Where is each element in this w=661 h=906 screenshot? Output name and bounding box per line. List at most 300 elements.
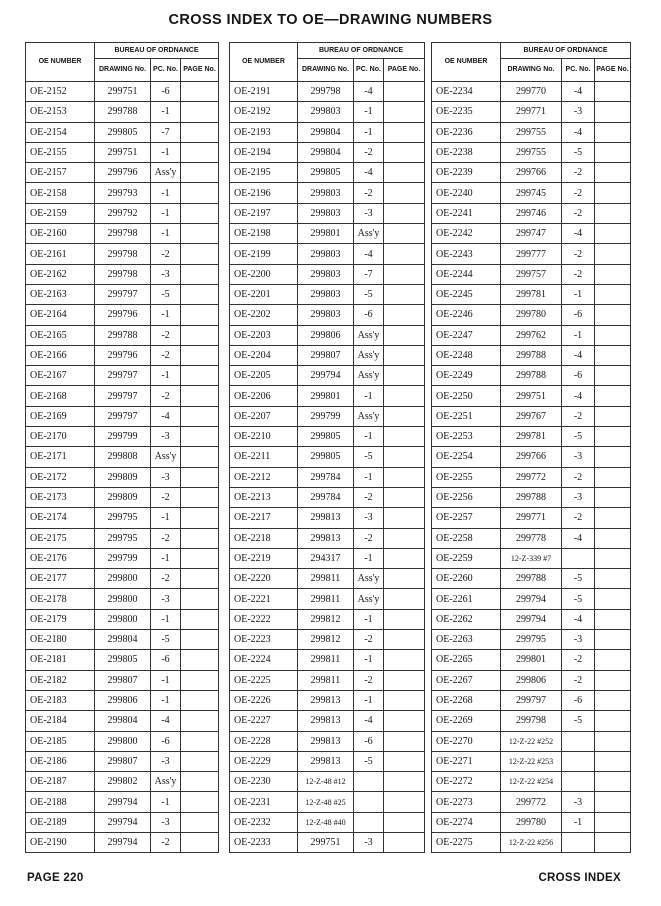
oe-number-cell: OE-2154: [26, 122, 95, 142]
page-number-cell: [595, 670, 631, 690]
oe-number-cell: OE-2220: [230, 569, 298, 589]
table-row: [432, 508, 631, 528]
table-row: [26, 792, 219, 812]
page-number-cell: [595, 122, 631, 142]
table-row: [432, 630, 631, 650]
table-row: [432, 670, 631, 690]
piece-number-cell: -5: [562, 142, 595, 162]
page-number-cell: [595, 609, 631, 629]
page-number-cell: [384, 163, 425, 183]
piece-number-cell: -6: [151, 650, 181, 670]
drawing-number-cell: 299805: [298, 427, 354, 447]
page-number-cell: [181, 508, 219, 528]
page-number-cell: [384, 751, 425, 771]
page-number-cell: [181, 406, 219, 426]
table-row: [230, 427, 425, 447]
table-row: [26, 305, 219, 325]
table-body: [230, 82, 425, 853]
piece-number-cell: -2: [562, 406, 595, 426]
page-number-cell: [384, 305, 425, 325]
drawing-number-cell: 299807: [298, 345, 354, 365]
drawing-number-cell: 299800: [95, 589, 151, 609]
drawing-number-cell: 299794: [95, 832, 151, 852]
page-number-cell: [384, 812, 425, 832]
piece-number-cell: -6: [562, 366, 595, 386]
piece-number-cell: -6: [562, 305, 595, 325]
table-row: [432, 305, 631, 325]
piece-number-cell: -1: [151, 609, 181, 629]
page-number-cell: [181, 731, 219, 751]
table-row: [26, 772, 219, 792]
oe-number-cell: OE-2263: [432, 630, 501, 650]
piece-number-cell: -2: [562, 650, 595, 670]
drawing-number-cell: 299807: [95, 670, 151, 690]
page-number-cell: [384, 345, 425, 365]
drawing-number-cell: 299745: [501, 183, 562, 203]
pc-header: PC. No.: [562, 59, 595, 82]
page-number-cell: [384, 284, 425, 304]
drawing-number-cell: 299807: [95, 751, 151, 771]
piece-number-cell: -3: [562, 102, 595, 122]
page-number-cell: [181, 630, 219, 650]
piece-number-cell: -2: [562, 264, 595, 284]
oe-number-cell: OE-2190: [26, 832, 95, 852]
oe-number-cell: OE-2231: [230, 792, 298, 812]
oe-number-cell: OE-2234: [432, 82, 501, 102]
drawing-number-cell: 299800: [95, 731, 151, 751]
oe-number-cell: OE-2166: [26, 345, 95, 365]
piece-number-cell: -1: [354, 467, 384, 487]
page-number-cell: [384, 548, 425, 568]
page-number-cell: [384, 203, 425, 223]
page-number-cell: [384, 690, 425, 710]
piece-number-cell: -2: [562, 163, 595, 183]
piece-number-cell: -2: [354, 630, 384, 650]
piece-number-cell: Ass'y: [151, 163, 181, 183]
oe-number-cell: OE-2196: [230, 183, 298, 203]
table-row: [432, 609, 631, 629]
table-body: [432, 82, 631, 853]
table-row: [230, 528, 425, 548]
page-number-cell: [181, 589, 219, 609]
page-number-cell: [595, 650, 631, 670]
piece-number-cell: -2: [354, 487, 384, 507]
page-number-cell: [595, 772, 631, 792]
piece-number-cell: -3: [562, 630, 595, 650]
piece-number-cell: -2: [354, 142, 384, 162]
piece-number-cell: -1: [354, 386, 384, 406]
drawing-number-cell: 299796: [95, 305, 151, 325]
piece-number-cell: -2: [151, 345, 181, 365]
page-number-cell: [181, 792, 219, 812]
table-row: [230, 447, 425, 467]
oe-number-cell: OE-2217: [230, 508, 298, 528]
piece-number-cell: -4: [562, 609, 595, 629]
page-number-cell: [384, 589, 425, 609]
oe-number-cell: OE-2268: [432, 690, 501, 710]
cross-index-table-1: [25, 42, 219, 853]
table-row: [432, 690, 631, 710]
oe-number-cell: OE-2155: [26, 142, 95, 162]
table-row: [26, 670, 219, 690]
page-number-cell: [384, 650, 425, 670]
drawing-number-cell: 299809: [95, 467, 151, 487]
page-header: PAGE No.: [181, 59, 219, 82]
table-row: [432, 528, 631, 548]
page-number-cell: [595, 812, 631, 832]
page-number-cell: [384, 508, 425, 528]
oe-number-cell: OE-2265: [432, 650, 501, 670]
page-number-cell: [181, 772, 219, 792]
page-number-cell: [181, 569, 219, 589]
oe-number-cell: OE-2226: [230, 690, 298, 710]
table-row: [230, 244, 425, 264]
drawing-number-cell: 299766: [501, 163, 562, 183]
drawing-number-cell: 299808: [95, 447, 151, 467]
page-header: PAGE No.: [384, 59, 425, 82]
table-row: [432, 711, 631, 731]
table-row: [230, 548, 425, 568]
page-number-cell: [595, 366, 631, 386]
oe-number-cell: OE-2153: [26, 102, 95, 122]
page-number-cell: [595, 508, 631, 528]
page-number-cell: [384, 427, 425, 447]
piece-number-cell: -6: [151, 731, 181, 751]
oe-number-cell: OE-2258: [432, 528, 501, 548]
drawing-number-cell: 299777: [501, 244, 562, 264]
drawing-number-cell: 299813: [298, 690, 354, 710]
oe-number-cell: OE-2152: [26, 82, 95, 102]
table-row: [230, 203, 425, 223]
piece-number-cell: -1: [151, 305, 181, 325]
oe-number-cell: OE-2262: [432, 609, 501, 629]
oe-number-cell: OE-2158: [26, 183, 95, 203]
drawing-number-cell: 299813: [298, 751, 354, 771]
page-number-cell: [595, 569, 631, 589]
oe-number-cell: OE-2250: [432, 386, 501, 406]
piece-number-cell: -1: [354, 427, 384, 447]
drawing-number-cell: 299798: [298, 82, 354, 102]
page-number-cell: [384, 183, 425, 203]
page-number-cell: [181, 711, 219, 731]
table-row: [230, 406, 425, 426]
table-row: [26, 264, 219, 284]
table-row: [26, 122, 219, 142]
drawing-header: DRAWING No.: [298, 59, 354, 82]
drawing-number-cell: 299796: [95, 163, 151, 183]
oe-number-cell: OE-2193: [230, 122, 298, 142]
drawing-number-cell: 12-Z-48 #25: [298, 792, 354, 812]
page-number-cell: [181, 690, 219, 710]
oe-number-cell: OE-2246: [432, 305, 501, 325]
page-number-cell: [181, 264, 219, 284]
piece-number-cell: -3: [151, 427, 181, 447]
drawing-number-cell: 299780: [501, 305, 562, 325]
oe-number-cell: OE-2170: [26, 427, 95, 447]
page-number-cell: [384, 142, 425, 162]
oe-number-cell: OE-2180: [26, 630, 95, 650]
oe-number-cell: OE-2211: [230, 447, 298, 467]
table-row: [432, 284, 631, 304]
page-number-cell: [181, 366, 219, 386]
pc-header: PC. No.: [354, 59, 384, 82]
oe-number-cell: OE-2254: [432, 447, 501, 467]
page-number-cell: [384, 670, 425, 690]
page-number-cell: [181, 284, 219, 304]
page-number-cell: [595, 711, 631, 731]
oe-number-cell: OE-2244: [432, 264, 501, 284]
drawing-number-cell: 299795: [501, 630, 562, 650]
page-number-cell: [595, 325, 631, 345]
oe-number-cell: OE-2259: [432, 548, 501, 568]
oe-number-cell: OE-2159: [26, 203, 95, 223]
table-row: [230, 508, 425, 528]
piece-number-cell: -2: [354, 528, 384, 548]
page-number-cell: [181, 670, 219, 690]
piece-number-cell: Ass'y: [354, 224, 384, 244]
oe-number-cell: OE-2222: [230, 609, 298, 629]
drawing-number-cell: 299806: [95, 690, 151, 710]
piece-number-cell: -4: [562, 345, 595, 365]
oe-number-cell: OE-2230: [230, 772, 298, 792]
drawing-number-cell: 299771: [501, 508, 562, 528]
piece-number-cell: -2: [562, 467, 595, 487]
drawing-number-cell: 299780: [501, 812, 562, 832]
page-number-cell: [595, 224, 631, 244]
page-number-cell: [595, 142, 631, 162]
page-number-cell: [595, 792, 631, 812]
table-row: [26, 630, 219, 650]
drawing-number-cell: 299801: [298, 224, 354, 244]
page-number-cell: [181, 650, 219, 670]
page-number-cell: [384, 224, 425, 244]
table-row: [26, 569, 219, 589]
piece-number-cell: -4: [151, 406, 181, 426]
piece-number-cell: Ass'y: [354, 589, 384, 609]
piece-number-cell: -1: [151, 203, 181, 223]
oe-number-cell: OE-2173: [26, 487, 95, 507]
drawing-header: DRAWING No.: [501, 59, 562, 82]
piece-number-cell: [562, 772, 595, 792]
table-row: [230, 609, 425, 629]
table-row: [230, 832, 425, 852]
table-row: [230, 650, 425, 670]
page-number-cell: [181, 447, 219, 467]
table-row: [26, 325, 219, 345]
table-row: [26, 690, 219, 710]
piece-number-cell: -3: [562, 792, 595, 812]
piece-number-cell: -1: [151, 508, 181, 528]
oe-number-cell: OE-2212: [230, 467, 298, 487]
page-number-cell: [181, 751, 219, 771]
drawing-number-cell: 299788: [95, 102, 151, 122]
drawing-number-cell: 299788: [95, 325, 151, 345]
table-row: [432, 122, 631, 142]
piece-number-cell: Ass'y: [151, 772, 181, 792]
page-number-cell: [384, 366, 425, 386]
page-number-cell: [595, 487, 631, 507]
page-number-cell: [595, 345, 631, 365]
oe-number-header: OE NUMBER: [26, 43, 95, 82]
drawing-number-cell: 299804: [95, 630, 151, 650]
drawing-number-cell: 299781: [501, 427, 562, 447]
oe-number-cell: OE-2174: [26, 508, 95, 528]
page-number-cell: [384, 528, 425, 548]
table-row: [26, 832, 219, 852]
oe-number-cell: OE-2245: [432, 284, 501, 304]
page-number-cell: [181, 548, 219, 568]
table-row: [432, 812, 631, 832]
drawing-number-cell: 299792: [95, 203, 151, 223]
piece-number-cell: -4: [354, 711, 384, 731]
page-number-cell: [181, 609, 219, 629]
oe-number-cell: OE-2221: [230, 589, 298, 609]
oe-number-cell: OE-2197: [230, 203, 298, 223]
table-row: [230, 224, 425, 244]
drawing-number-cell: 299788: [501, 366, 562, 386]
piece-number-cell: [562, 731, 595, 751]
table-row: [432, 163, 631, 183]
oe-number-cell: OE-2198: [230, 224, 298, 244]
table-row: [230, 589, 425, 609]
piece-number-cell: -2: [151, 528, 181, 548]
oe-number-cell: OE-2256: [432, 487, 501, 507]
table-row: [432, 366, 631, 386]
page-header: PAGE No.: [595, 59, 631, 82]
page-number-cell: [595, 82, 631, 102]
table-row: [230, 467, 425, 487]
drawing-number-cell: 299805: [298, 447, 354, 467]
drawing-number-cell: 12-Z-48 #12: [298, 772, 354, 792]
oe-number-cell: OE-2157: [26, 163, 95, 183]
piece-number-cell: -1: [562, 812, 595, 832]
drawing-number-cell: 299804: [298, 142, 354, 162]
table-row: [432, 142, 631, 162]
table-row: [432, 772, 631, 792]
drawing-number-cell: 299813: [298, 508, 354, 528]
table-row: [432, 427, 631, 447]
drawing-number-cell: 299797: [501, 690, 562, 710]
oe-number-cell: OE-2181: [26, 650, 95, 670]
page-number-cell: [595, 528, 631, 548]
table-row: [432, 183, 631, 203]
oe-number-cell: OE-2241: [432, 203, 501, 223]
table-row: [230, 305, 425, 325]
table-row: [230, 122, 425, 142]
drawing-number-cell: 299794: [501, 589, 562, 609]
piece-number-cell: Ass'y: [354, 406, 384, 426]
oe-number-cell: OE-2191: [230, 82, 298, 102]
drawing-number-cell: 299803: [298, 284, 354, 304]
drawing-number-cell: 299788: [501, 569, 562, 589]
page-number-cell: [181, 82, 219, 102]
piece-number-cell: -3: [151, 264, 181, 284]
page-number-cell: [384, 487, 425, 507]
page-number-cell: [181, 305, 219, 325]
piece-number-cell: -2: [562, 203, 595, 223]
piece-number-cell: -4: [354, 244, 384, 264]
piece-number-cell: -1: [151, 183, 181, 203]
page-number-cell: [595, 548, 631, 568]
drawing-number-cell: 299799: [95, 427, 151, 447]
page-number-cell: [595, 305, 631, 325]
piece-number-cell: -4: [562, 224, 595, 244]
drawing-number-cell: 299799: [298, 406, 354, 426]
drawing-number-cell: 299801: [298, 386, 354, 406]
drawing-number-cell: 299804: [95, 711, 151, 731]
page-number-cell: [595, 427, 631, 447]
oe-number-cell: OE-2248: [432, 345, 501, 365]
drawing-number-cell: 299751: [95, 142, 151, 162]
table-row: [26, 366, 219, 386]
piece-number-cell: -1: [151, 102, 181, 122]
drawing-number-cell: 299798: [95, 244, 151, 264]
oe-number-cell: OE-2232: [230, 812, 298, 832]
drawing-number-cell: 299801: [501, 650, 562, 670]
oe-number-cell: OE-2176: [26, 548, 95, 568]
page-number-cell: [181, 163, 219, 183]
drawing-number-cell: 12-Z-22 #254: [501, 772, 562, 792]
oe-number-cell: OE-2271: [432, 751, 501, 771]
piece-number-cell: Ass'y: [354, 366, 384, 386]
drawing-number-cell: 294317: [298, 548, 354, 568]
oe-number-cell: OE-2201: [230, 284, 298, 304]
piece-number-cell: -2: [151, 386, 181, 406]
oe-number-cell: OE-2206: [230, 386, 298, 406]
page-number-cell: [595, 832, 631, 852]
table-row: [26, 183, 219, 203]
page-number-cell: [595, 284, 631, 304]
piece-number-cell: [354, 772, 384, 792]
drawing-number-cell: 299788: [501, 487, 562, 507]
piece-number-cell: [354, 792, 384, 812]
page-number-cell: [384, 792, 425, 812]
oe-number-cell: OE-2199: [230, 244, 298, 264]
oe-number-cell: OE-2273: [432, 792, 501, 812]
piece-number-cell: -6: [562, 690, 595, 710]
table-row: [26, 345, 219, 365]
table-row: [26, 203, 219, 223]
drawing-number-cell: 299803: [298, 244, 354, 264]
drawing-number-cell: 299746: [501, 203, 562, 223]
oe-number-cell: OE-2257: [432, 508, 501, 528]
piece-number-cell: -3: [354, 832, 384, 852]
piece-number-cell: -2: [151, 569, 181, 589]
table-row: [432, 224, 631, 244]
page-number-cell: [384, 630, 425, 650]
oe-number-cell: OE-2218: [230, 528, 298, 548]
table-row: [26, 812, 219, 832]
drawing-number-cell: 299803: [298, 203, 354, 223]
oe-number-cell: OE-2272: [432, 772, 501, 792]
piece-number-cell: -1: [354, 650, 384, 670]
oe-number-cell: OE-2267: [432, 670, 501, 690]
table-row: [26, 528, 219, 548]
piece-number-cell: -3: [151, 812, 181, 832]
oe-number-cell: OE-2186: [26, 751, 95, 771]
drawing-number-cell: 299784: [298, 467, 354, 487]
drawing-number-cell: 299803: [298, 183, 354, 203]
piece-number-cell: -4: [562, 386, 595, 406]
page-number-cell: [384, 731, 425, 751]
table-body: [26, 82, 219, 853]
table-row: [432, 487, 631, 507]
oe-number-cell: OE-2229: [230, 751, 298, 771]
table-row: [26, 386, 219, 406]
page-number-cell: [181, 224, 219, 244]
page-number-cell: [595, 183, 631, 203]
oe-number-cell: OE-2185: [26, 731, 95, 751]
